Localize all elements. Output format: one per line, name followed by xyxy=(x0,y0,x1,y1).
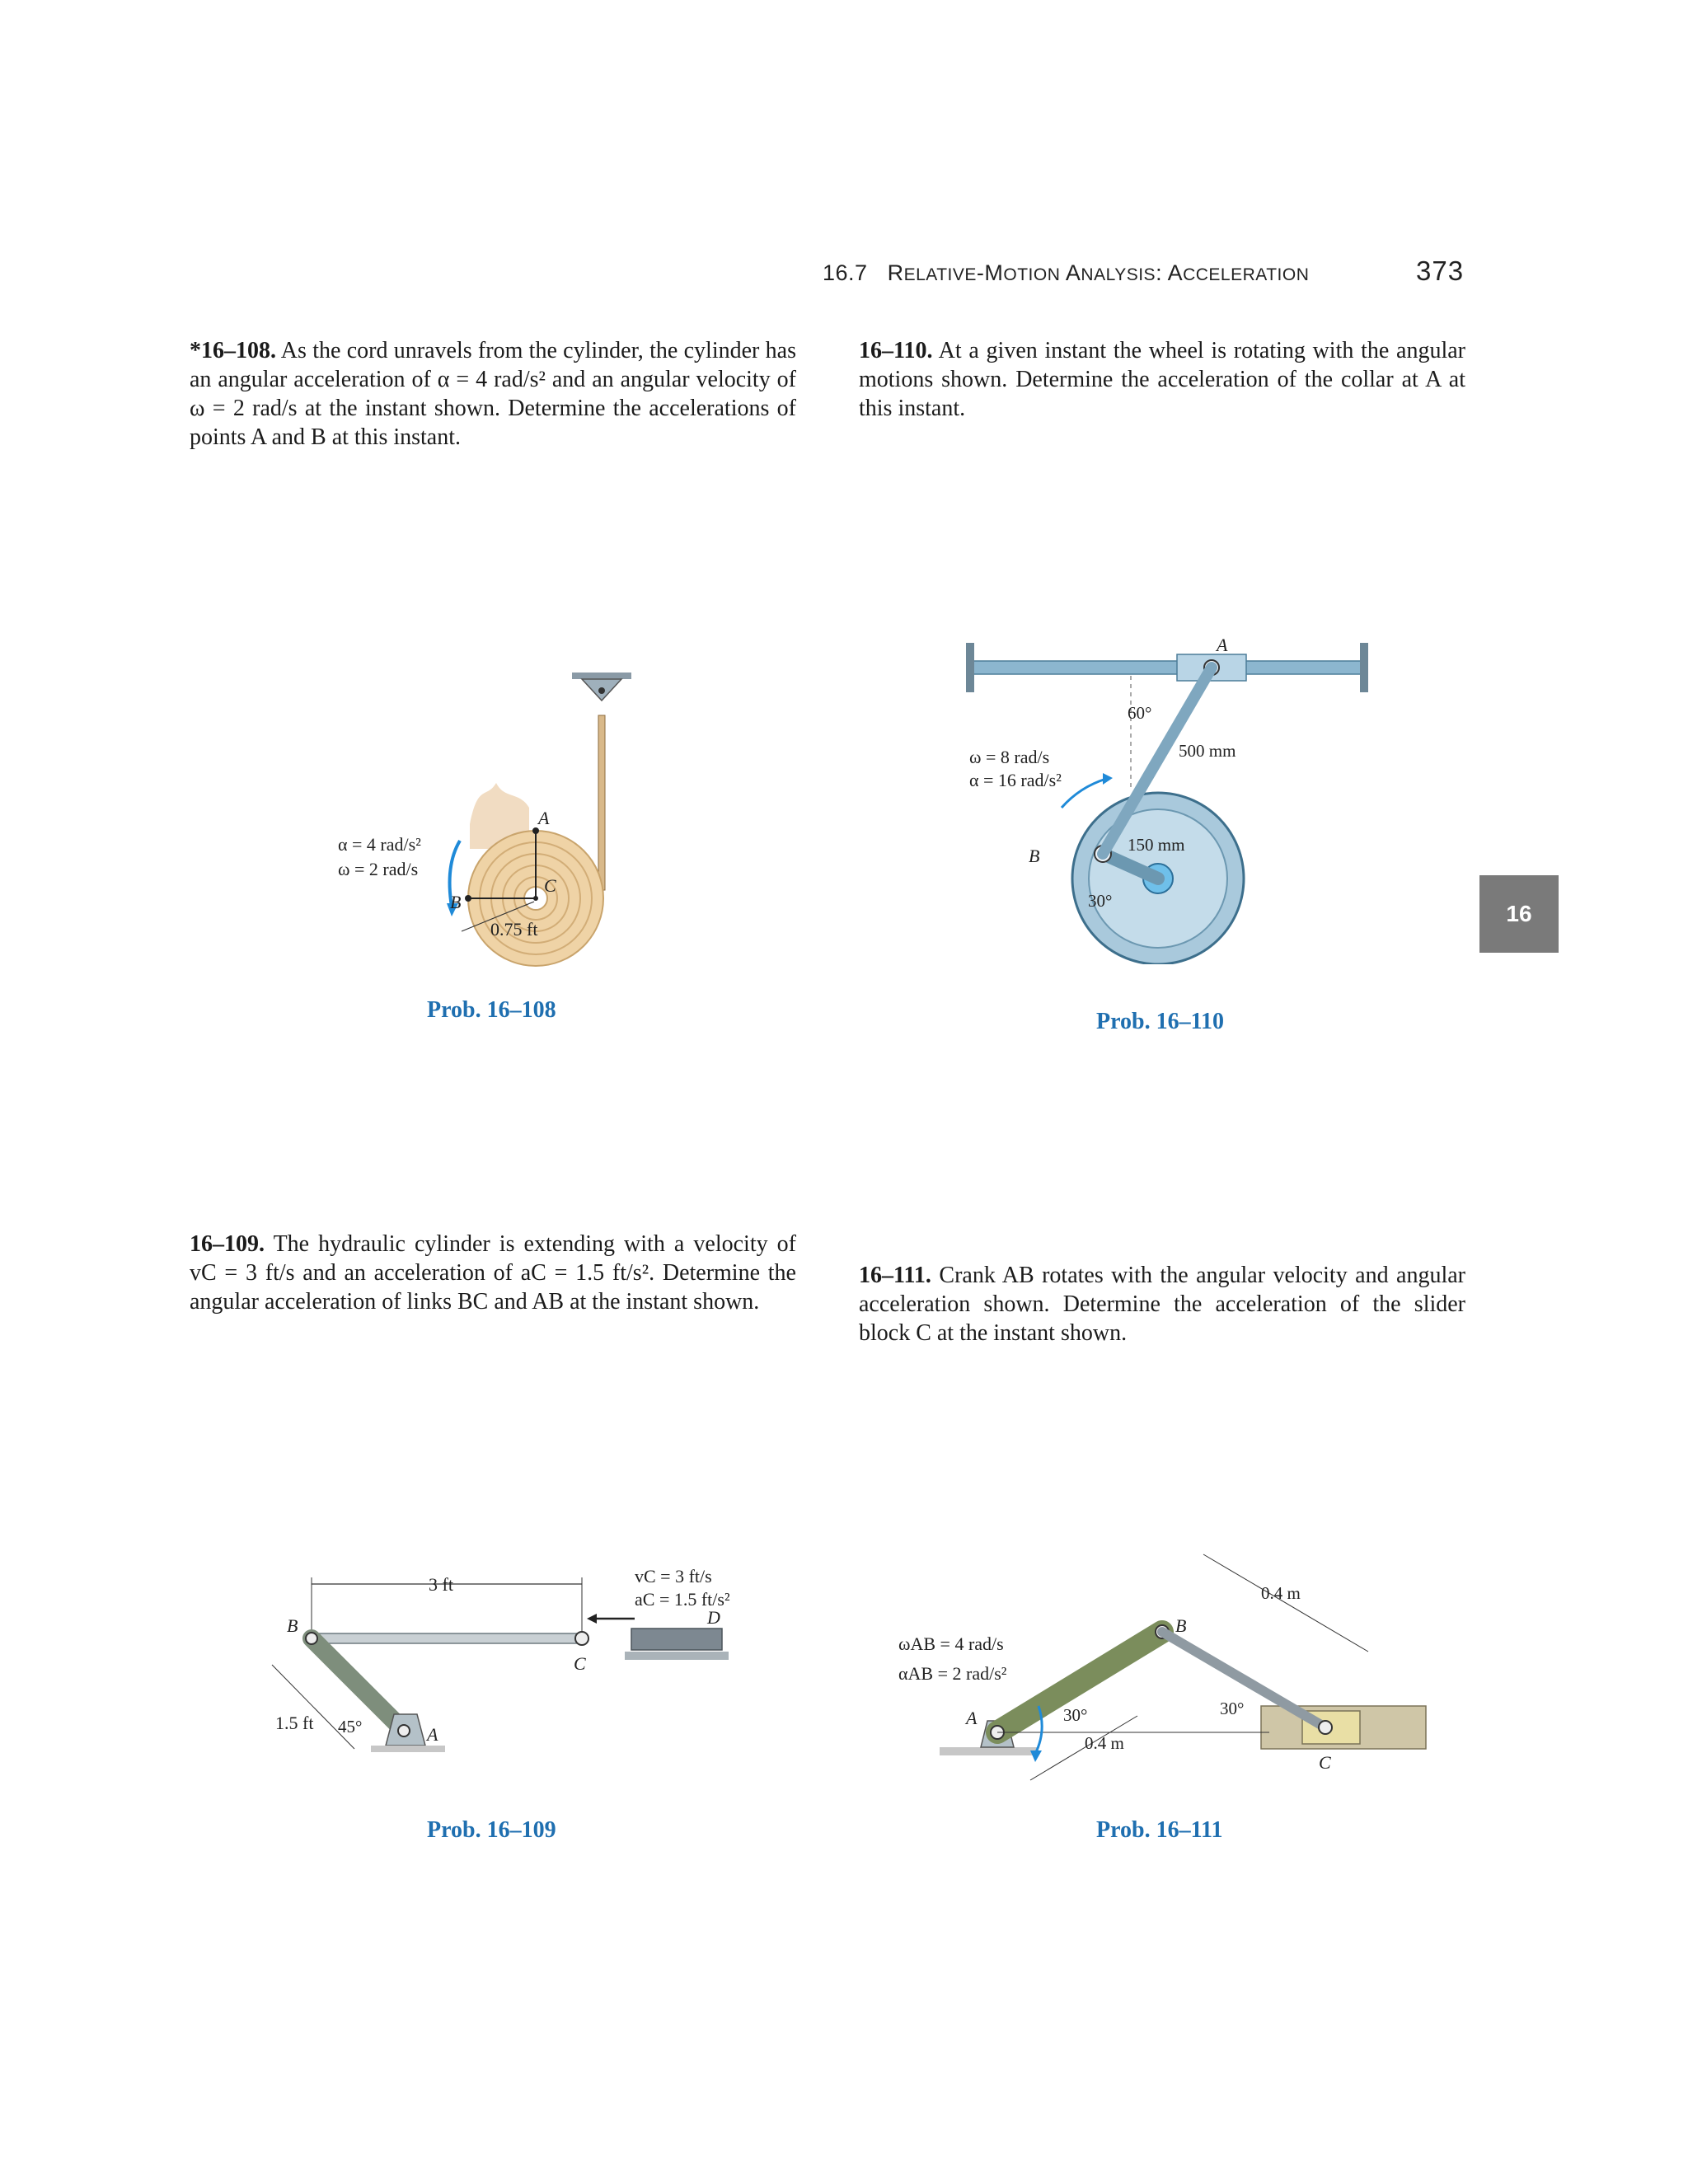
label-b: B xyxy=(1029,846,1040,866)
alpha-label: αAB = 2 rad/s² xyxy=(898,1663,1007,1684)
problem-text: Crank AB rotates with the angular velocity and angular acceleration shown. Determine the acceleration of the slider block C at the instant shown. xyxy=(859,1263,1465,1346)
hanger-pin xyxy=(598,687,605,694)
acceleration-label: aC = 1.5 ft/s² xyxy=(635,1589,730,1610)
problem-text: At a given instant the wheel is rotating with the angular motions shown. Determine the acceleration of the collar at A at this instant. xyxy=(859,338,1465,421)
alpha-label: α = 4 rad/s² xyxy=(338,834,421,855)
section-title: RELATIVE-MOTION ANALYSIS: ACCELERATION xyxy=(887,260,1310,285)
figure-16-110 xyxy=(956,626,1385,964)
angle-60-label: 60° xyxy=(1128,703,1152,723)
label-a: A xyxy=(538,808,550,828)
cord xyxy=(598,715,605,890)
label-a: A xyxy=(1217,635,1228,655)
angle-1-label: 30° xyxy=(1063,1705,1088,1725)
figure-16-109 xyxy=(247,1549,758,1805)
problem-16-110 xyxy=(859,336,1465,423)
velocity-label: vC = 3 ft/s xyxy=(635,1566,712,1586)
ground xyxy=(371,1746,445,1752)
caption-16-111: Prob. 16–111 xyxy=(1096,1817,1223,1843)
alpha-label: α = 16 rad/s² xyxy=(969,770,1062,790)
caption-16-110: Prob. 16–110 xyxy=(1096,1009,1225,1034)
angle-2-label: 30° xyxy=(1220,1699,1245,1718)
ab-length-label: 1.5 ft xyxy=(275,1713,314,1733)
pin-b xyxy=(306,1633,317,1644)
problem-number: *16–108. xyxy=(190,338,276,363)
ab-length-label: 0.4 m xyxy=(1085,1733,1124,1753)
radius-label: 0.75 ft xyxy=(490,919,538,940)
label-c: C xyxy=(544,875,556,896)
bc-length-label: 0.4 m xyxy=(1261,1583,1301,1603)
angle-label: 45° xyxy=(338,1717,363,1736)
problem-number: 16–109. xyxy=(190,1231,265,1257)
problem-text: As the cord unravels from the cylinder, the cylinder has an angular acceleration of α = 4 rad/s² and an angular velocity of ω = 2 rad/s at the instant shown. Determine the accelerations of points A and B at this instant. xyxy=(190,338,796,450)
figure-16-108 xyxy=(313,659,676,972)
caption-16-109: Prob. 16–109 xyxy=(427,1817,556,1843)
pin-c xyxy=(575,1632,588,1645)
omega-label: ω = 2 rad/s xyxy=(338,859,419,879)
point-a xyxy=(532,827,539,834)
label-d: D xyxy=(707,1607,720,1628)
label-b: B xyxy=(287,1615,298,1636)
omega-label: ω = 8 rad/s xyxy=(969,747,1050,767)
label-c: C xyxy=(1319,1752,1331,1773)
section-header xyxy=(823,260,1309,286)
figure-16-111 xyxy=(890,1541,1434,1805)
pin-a xyxy=(398,1725,410,1736)
chapter-tab: 16 xyxy=(1479,875,1559,953)
problem-16-109 xyxy=(190,1230,796,1316)
angle-30-label: 30° xyxy=(1088,891,1113,911)
ceiling-mount xyxy=(572,673,631,679)
right-support xyxy=(1360,643,1368,692)
label-a: A xyxy=(966,1708,978,1728)
rod-length-label: 500 mm xyxy=(1179,741,1236,761)
label-b: B xyxy=(450,892,462,912)
caption-16-108: Prob. 16–108 xyxy=(427,997,556,1023)
label-b: B xyxy=(1175,1615,1187,1636)
hydraulic-cylinder xyxy=(631,1629,722,1650)
pin-c xyxy=(1319,1721,1332,1734)
link-bc xyxy=(312,1633,584,1643)
rotation-arrow-icon xyxy=(1062,779,1106,808)
radius-label: 150 mm xyxy=(1128,835,1185,855)
guide-rod xyxy=(973,661,1362,674)
ground xyxy=(940,1747,1039,1755)
problem-number: 16–110. xyxy=(859,338,933,363)
page-number: 373 xyxy=(1416,255,1465,286)
section-number: 16.7 xyxy=(823,260,868,285)
problem-16-111 xyxy=(859,1261,1465,1347)
label-a: A xyxy=(427,1724,438,1745)
problem-text: The hydraulic cylinder is extending with a velocity of vC = 3 ft/s and an acceleration of aC = 1.5 ft/s². Determine the angular acceleration of links BC and AB at the instant shown. xyxy=(190,1231,796,1315)
problem-number: 16–111. xyxy=(859,1263,931,1288)
omega-label: ωAB = 4 rad/s xyxy=(898,1633,1004,1654)
problem-16-108 xyxy=(190,336,796,452)
cylinder-base xyxy=(625,1652,729,1660)
length-label: 3 ft xyxy=(429,1574,453,1595)
label-c: C xyxy=(574,1653,586,1674)
left-support xyxy=(966,643,974,692)
point-b xyxy=(465,895,471,902)
